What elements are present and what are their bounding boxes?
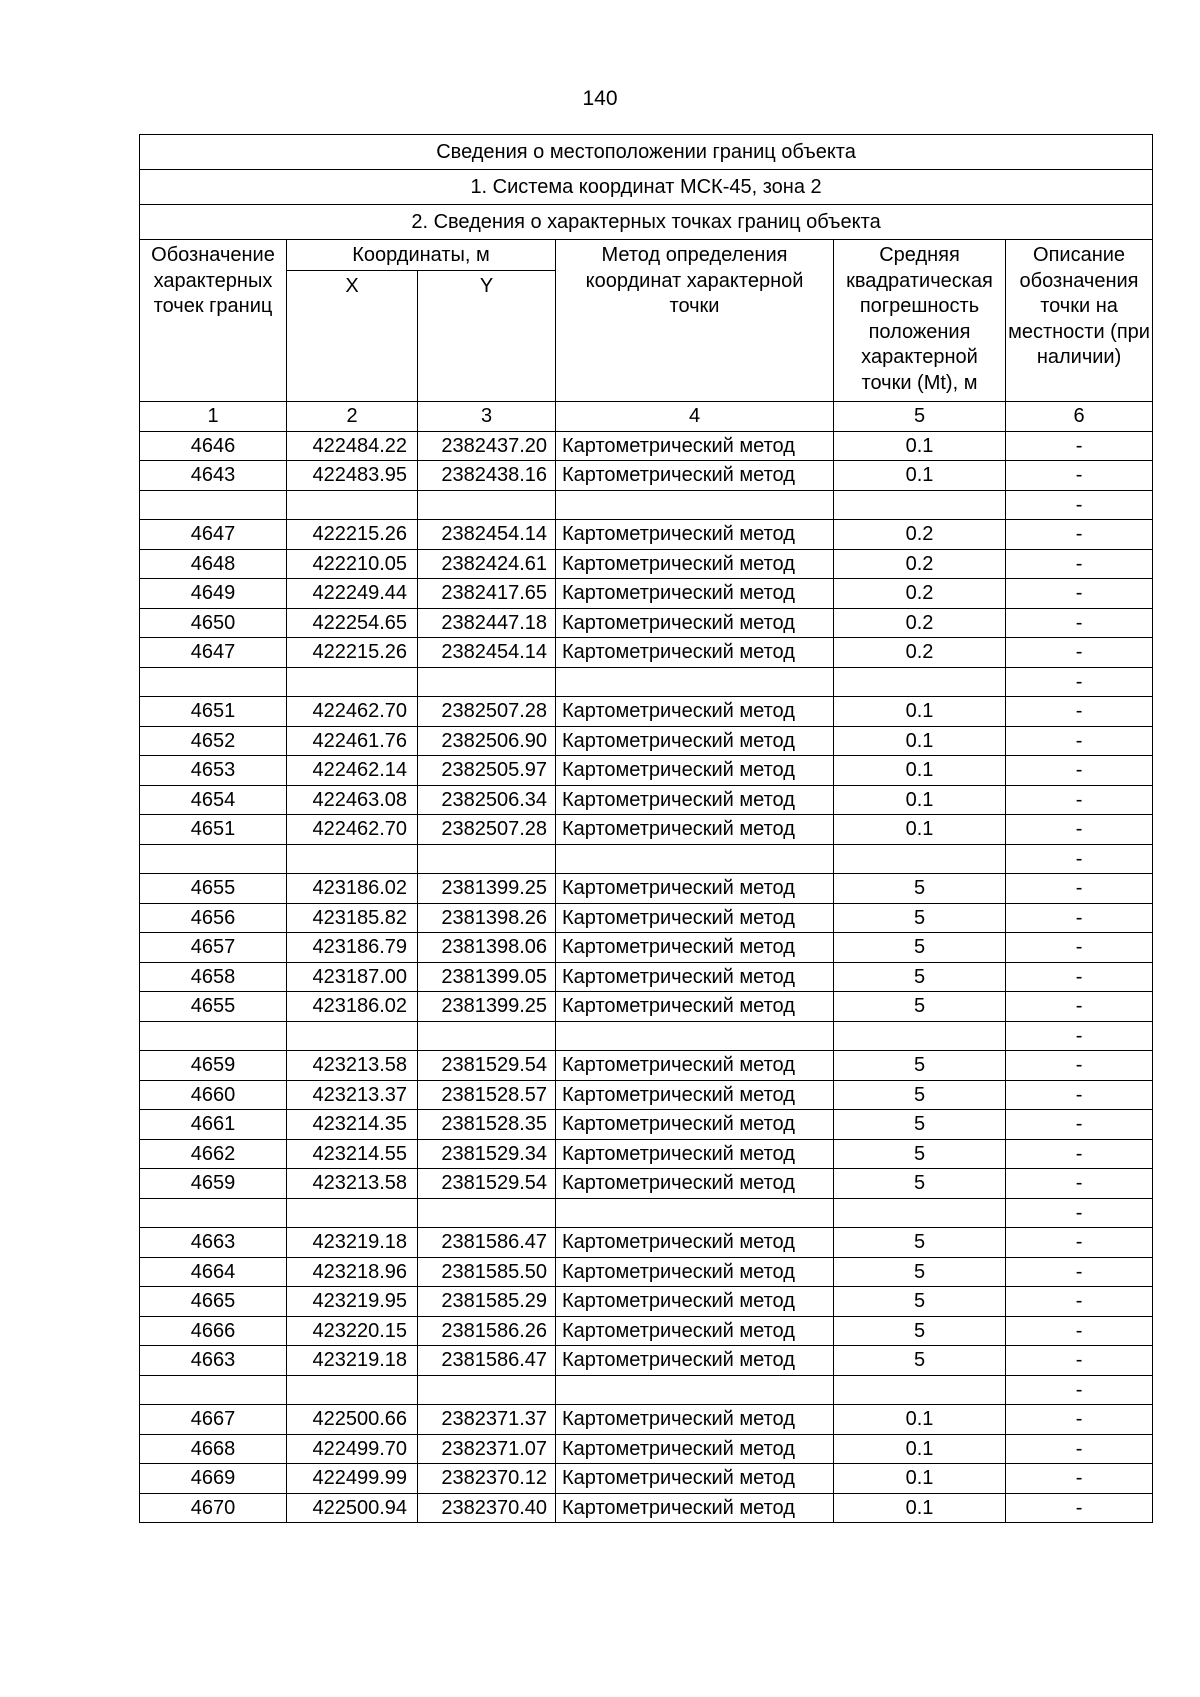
- table-row: [140, 1316, 1153, 1346]
- y-coordinate-cell: 2382370.40: [418, 1493, 556, 1523]
- error-cell: 0.1: [834, 726, 1006, 756]
- y-coordinate-cell: 2382447.18: [418, 608, 556, 638]
- x-coordinate-cell: 423213.58: [287, 1169, 418, 1199]
- point-id-cell: [140, 1198, 287, 1228]
- description-cell: -: [1006, 638, 1153, 668]
- description-cell: -: [1006, 1169, 1153, 1199]
- y-coordinate-cell: 2381528.57: [418, 1080, 556, 1110]
- description-cell: -: [1006, 1228, 1153, 1258]
- point-id-cell: 4647: [140, 520, 287, 550]
- x-coordinate-cell: [287, 1198, 418, 1228]
- point-id-cell: 4659: [140, 1051, 287, 1081]
- description-cell: -: [1006, 490, 1153, 520]
- description-cell: -: [1006, 1021, 1153, 1051]
- method-cell: [556, 1021, 834, 1051]
- x-coordinate-cell: 423186.02: [287, 992, 418, 1022]
- error-cell: 5: [834, 903, 1006, 933]
- point-id-cell: 4664: [140, 1257, 287, 1287]
- column-number: 3: [418, 402, 556, 432]
- table-row: [140, 1139, 1153, 1169]
- table-row: [140, 1287, 1153, 1317]
- point-id-cell: 4667: [140, 1405, 287, 1435]
- error-cell: [834, 844, 1006, 874]
- method-cell: Картометрический метод: [556, 1316, 834, 1346]
- point-id-cell: [140, 844, 287, 874]
- method-cell: Картометрический метод: [556, 549, 834, 579]
- error-cell: 0.2: [834, 549, 1006, 579]
- description-cell: -: [1006, 1080, 1153, 1110]
- y-coordinate-cell: 2381529.34: [418, 1139, 556, 1169]
- error-cell: 0.1: [834, 1434, 1006, 1464]
- table-row: [140, 520, 1153, 550]
- table-row: [140, 1080, 1153, 1110]
- point-id-cell: 4657: [140, 933, 287, 963]
- point-id-cell: 4655: [140, 874, 287, 904]
- description-cell: -: [1006, 1257, 1153, 1287]
- error-cell: [834, 1375, 1006, 1405]
- description-cell: -: [1006, 1405, 1153, 1435]
- table-row: [140, 549, 1153, 579]
- method-cell: Картометрический метод: [556, 1080, 834, 1110]
- description-cell: -: [1006, 992, 1153, 1022]
- method-cell: Картометрический метод: [556, 1346, 834, 1376]
- error-cell: 5: [834, 933, 1006, 963]
- x-coordinate-cell: 423220.15: [287, 1316, 418, 1346]
- method-cell: Картометрический метод: [556, 992, 834, 1022]
- error-cell: 0.2: [834, 520, 1006, 550]
- description-cell: -: [1006, 520, 1153, 550]
- method-cell: Картометрический метод: [556, 785, 834, 815]
- y-coordinate-cell: [418, 667, 556, 697]
- x-coordinate-cell: 422484.22: [287, 431, 418, 461]
- table-row: [140, 903, 1153, 933]
- point-id-cell: 4643: [140, 461, 287, 491]
- method-cell: Картометрический метод: [556, 1051, 834, 1081]
- method-cell: Картометрический метод: [556, 874, 834, 904]
- table-row: [140, 490, 1153, 520]
- method-cell: Картометрический метод: [556, 697, 834, 727]
- table-row: [140, 1405, 1153, 1435]
- description-cell: -: [1006, 1346, 1153, 1376]
- point-id-cell: 4653: [140, 756, 287, 786]
- error-cell: [834, 490, 1006, 520]
- x-coordinate-cell: [287, 667, 418, 697]
- y-coordinate-cell: 2382505.97: [418, 756, 556, 786]
- error-cell: 5: [834, 1139, 1006, 1169]
- y-coordinate-cell: 2382417.65: [418, 579, 556, 609]
- table-row: [140, 756, 1153, 786]
- table-row: [140, 844, 1153, 874]
- method-cell: [556, 844, 834, 874]
- description-cell: -: [1006, 1139, 1153, 1169]
- y-coordinate-cell: 2382437.20: [418, 431, 556, 461]
- table-row: [140, 962, 1153, 992]
- error-cell: 5: [834, 1316, 1006, 1346]
- method-cell: Картометрический метод: [556, 1228, 834, 1258]
- description-cell: -: [1006, 933, 1153, 963]
- description-cell: -: [1006, 1434, 1153, 1464]
- table-row: [140, 815, 1153, 845]
- error-cell: 0.2: [834, 638, 1006, 668]
- y-coordinate-cell: [418, 1021, 556, 1051]
- table-row: [140, 1346, 1153, 1376]
- y-coordinate-cell: 2381586.47: [418, 1228, 556, 1258]
- x-coordinate-cell: 423218.96: [287, 1257, 418, 1287]
- x-coordinate-cell: 422483.95: [287, 461, 418, 491]
- header-error: Средняя квадратическая погрешность положения характерной точки (Mt), м: [834, 240, 1006, 402]
- description-cell: -: [1006, 844, 1153, 874]
- table-row: [140, 1434, 1153, 1464]
- x-coordinate-cell: 422249.44: [287, 579, 418, 609]
- header-description: Описание обозначения точки на местности (при наличии): [1006, 240, 1153, 402]
- x-coordinate-cell: 422461.76: [287, 726, 418, 756]
- header-x: X: [287, 271, 418, 402]
- x-coordinate-cell: [287, 1021, 418, 1051]
- method-cell: Картометрический метод: [556, 579, 834, 609]
- error-cell: 0.1: [834, 785, 1006, 815]
- point-id-cell: [140, 667, 287, 697]
- y-coordinate-cell: 2382454.14: [418, 520, 556, 550]
- x-coordinate-cell: 423219.95: [287, 1287, 418, 1317]
- x-coordinate-cell: 423219.18: [287, 1228, 418, 1258]
- description-cell: -: [1006, 579, 1153, 609]
- description-cell: -: [1006, 903, 1153, 933]
- point-id-cell: 4661: [140, 1110, 287, 1140]
- y-coordinate-cell: 2382438.16: [418, 461, 556, 491]
- x-coordinate-cell: 422499.99: [287, 1464, 418, 1494]
- y-coordinate-cell: 2382507.28: [418, 697, 556, 727]
- boundary-points-table: [139, 134, 1153, 1523]
- y-coordinate-cell: 2382371.37: [418, 1405, 556, 1435]
- method-cell: Картометрический метод: [556, 431, 834, 461]
- y-coordinate-cell: [418, 490, 556, 520]
- x-coordinate-cell: 423185.82: [287, 903, 418, 933]
- method-cell: [556, 1198, 834, 1228]
- table-title: Сведения о местоположении границ объекта: [140, 135, 1153, 170]
- point-id-cell: 4658: [140, 962, 287, 992]
- error-cell: 0.1: [834, 431, 1006, 461]
- x-coordinate-cell: 422500.66: [287, 1405, 418, 1435]
- method-cell: Картометрический метод: [556, 638, 834, 668]
- y-coordinate-cell: 2382506.90: [418, 726, 556, 756]
- column-number: 6: [1006, 402, 1153, 432]
- description-cell: -: [1006, 1051, 1153, 1081]
- point-id-cell: 4650: [140, 608, 287, 638]
- x-coordinate-cell: 423186.79: [287, 933, 418, 963]
- x-coordinate-cell: 423187.00: [287, 962, 418, 992]
- table-row: [140, 461, 1153, 491]
- description-cell: -: [1006, 1316, 1153, 1346]
- error-cell: 0.1: [834, 815, 1006, 845]
- description-cell: -: [1006, 1493, 1153, 1523]
- error-cell: 5: [834, 1287, 1006, 1317]
- error-cell: 5: [834, 1110, 1006, 1140]
- header-method: Метод определения координат характерной точки: [556, 240, 834, 402]
- table-row: [140, 1375, 1153, 1405]
- method-cell: Картометрический метод: [556, 933, 834, 963]
- point-id-cell: 4663: [140, 1346, 287, 1376]
- table-row: [140, 1169, 1153, 1199]
- y-coordinate-cell: 2381399.05: [418, 962, 556, 992]
- description-cell: -: [1006, 1464, 1153, 1494]
- description-cell: -: [1006, 1198, 1153, 1228]
- y-coordinate-cell: 2382507.28: [418, 815, 556, 845]
- point-id-cell: 4670: [140, 1493, 287, 1523]
- error-cell: 5: [834, 962, 1006, 992]
- y-coordinate-cell: 2381586.26: [418, 1316, 556, 1346]
- method-cell: Картометрический метод: [556, 1434, 834, 1464]
- x-coordinate-cell: 422462.70: [287, 815, 418, 845]
- description-cell: -: [1006, 756, 1153, 786]
- column-header-row: [140, 240, 1153, 271]
- table-row: [140, 1228, 1153, 1258]
- table-title-row: [140, 135, 1153, 170]
- method-cell: Картометрический метод: [556, 1464, 834, 1494]
- error-cell: [834, 667, 1006, 697]
- x-coordinate-cell: 423214.35: [287, 1110, 418, 1140]
- header-designation: Обозначение характерных точек границ: [140, 240, 287, 402]
- method-cell: Картометрический метод: [556, 520, 834, 550]
- x-coordinate-cell: 423213.58: [287, 1051, 418, 1081]
- method-cell: Картометрический метод: [556, 756, 834, 786]
- error-cell: 0.1: [834, 461, 1006, 491]
- y-coordinate-cell: 2382370.12: [418, 1464, 556, 1494]
- description-cell: -: [1006, 461, 1153, 491]
- method-cell: Картометрический метод: [556, 815, 834, 845]
- method-cell: [556, 667, 834, 697]
- x-coordinate-cell: 422500.94: [287, 1493, 418, 1523]
- method-cell: Картометрический метод: [556, 962, 834, 992]
- x-coordinate-cell: 422215.26: [287, 520, 418, 550]
- y-coordinate-cell: 2382506.34: [418, 785, 556, 815]
- points-section-heading: 2. Сведения о характерных точках границ объекта: [140, 205, 1153, 240]
- x-coordinate-cell: 422215.26: [287, 638, 418, 668]
- y-coordinate-cell: [418, 1375, 556, 1405]
- point-id-cell: 4668: [140, 1434, 287, 1464]
- point-id-cell: 4651: [140, 697, 287, 727]
- error-cell: 0.1: [834, 697, 1006, 727]
- description-cell: -: [1006, 431, 1153, 461]
- description-cell: -: [1006, 874, 1153, 904]
- method-cell: Картометрический метод: [556, 903, 834, 933]
- description-cell: -: [1006, 549, 1153, 579]
- table-row: [140, 1257, 1153, 1287]
- point-id-cell: 4648: [140, 549, 287, 579]
- method-cell: Картометрический метод: [556, 1405, 834, 1435]
- table-row: [140, 667, 1153, 697]
- table-row: [140, 1198, 1153, 1228]
- error-cell: 5: [834, 1051, 1006, 1081]
- method-cell: [556, 1375, 834, 1405]
- description-cell: -: [1006, 785, 1153, 815]
- method-cell: Картометрический метод: [556, 1169, 834, 1199]
- point-id-cell: [140, 1021, 287, 1051]
- column-number: 2: [287, 402, 418, 432]
- point-id-cell: 4669: [140, 1464, 287, 1494]
- description-cell: -: [1006, 1375, 1153, 1405]
- description-cell: -: [1006, 608, 1153, 638]
- y-coordinate-cell: 2382371.07: [418, 1434, 556, 1464]
- column-number: 1: [140, 402, 287, 432]
- x-coordinate-cell: 422462.70: [287, 697, 418, 727]
- y-coordinate-cell: 2381585.50: [418, 1257, 556, 1287]
- method-cell: Картометрический метод: [556, 1257, 834, 1287]
- y-coordinate-cell: 2381585.29: [418, 1287, 556, 1317]
- method-cell: Картометрический метод: [556, 1287, 834, 1317]
- section-row: [140, 170, 1153, 205]
- error-cell: 0.2: [834, 579, 1006, 609]
- table-row: [140, 933, 1153, 963]
- x-coordinate-cell: 423186.02: [287, 874, 418, 904]
- method-cell: Картометрический метод: [556, 726, 834, 756]
- x-coordinate-cell: 423219.18: [287, 1346, 418, 1376]
- y-coordinate-cell: 2381398.26: [418, 903, 556, 933]
- header-y: Y: [418, 271, 556, 402]
- column-number-row: [140, 402, 1153, 432]
- x-coordinate-cell: 422499.70: [287, 1434, 418, 1464]
- table-row: [140, 697, 1153, 727]
- table-row: [140, 1493, 1153, 1523]
- error-cell: 5: [834, 1228, 1006, 1258]
- y-coordinate-cell: 2382454.14: [418, 638, 556, 668]
- point-id-cell: 4654: [140, 785, 287, 815]
- point-id-cell: 4651: [140, 815, 287, 845]
- description-cell: -: [1006, 667, 1153, 697]
- method-cell: Картометрический метод: [556, 1110, 834, 1140]
- point-id-cell: 4666: [140, 1316, 287, 1346]
- table-row: [140, 874, 1153, 904]
- description-cell: -: [1006, 697, 1153, 727]
- x-coordinate-cell: 423214.55: [287, 1139, 418, 1169]
- y-coordinate-cell: 2381399.25: [418, 992, 556, 1022]
- table-row: [140, 608, 1153, 638]
- y-coordinate-cell: 2381586.47: [418, 1346, 556, 1376]
- point-id-cell: 4649: [140, 579, 287, 609]
- y-coordinate-cell: [418, 844, 556, 874]
- page-number: 140: [582, 87, 618, 110]
- error-cell: 5: [834, 1346, 1006, 1376]
- x-coordinate-cell: 422254.65: [287, 608, 418, 638]
- table-row: [140, 1051, 1153, 1081]
- header-coordinates: Координаты, м: [287, 240, 556, 271]
- description-cell: -: [1006, 1110, 1153, 1140]
- section-row: [140, 205, 1153, 240]
- table-row: [140, 638, 1153, 668]
- table-row: [140, 1464, 1153, 1494]
- error-cell: 0.1: [834, 1405, 1006, 1435]
- y-coordinate-cell: 2381529.54: [418, 1169, 556, 1199]
- table-row: [140, 726, 1153, 756]
- point-id-cell: 4655: [140, 992, 287, 1022]
- point-id-cell: 4659: [140, 1169, 287, 1199]
- column-number: 5: [834, 402, 1006, 432]
- error-cell: 0.1: [834, 1493, 1006, 1523]
- error-cell: 5: [834, 992, 1006, 1022]
- error-cell: 0.2: [834, 608, 1006, 638]
- error-cell: 5: [834, 1169, 1006, 1199]
- method-cell: [556, 490, 834, 520]
- x-coordinate-cell: 423213.37: [287, 1080, 418, 1110]
- y-coordinate-cell: 2381399.25: [418, 874, 556, 904]
- error-cell: 5: [834, 1257, 1006, 1287]
- column-number: 4: [556, 402, 834, 432]
- method-cell: Картометрический метод: [556, 608, 834, 638]
- x-coordinate-cell: 422462.14: [287, 756, 418, 786]
- method-cell: Картометрический метод: [556, 1139, 834, 1169]
- point-id-cell: 4647: [140, 638, 287, 668]
- table-row: [140, 579, 1153, 609]
- description-cell: -: [1006, 726, 1153, 756]
- point-id-cell: 4663: [140, 1228, 287, 1258]
- x-coordinate-cell: 422210.05: [287, 549, 418, 579]
- method-cell: Картометрический метод: [556, 461, 834, 491]
- x-coordinate-cell: 422463.08: [287, 785, 418, 815]
- x-coordinate-cell: [287, 490, 418, 520]
- description-cell: -: [1006, 815, 1153, 845]
- table-row: [140, 785, 1153, 815]
- error-cell: 0.1: [834, 1464, 1006, 1494]
- y-coordinate-cell: [418, 1198, 556, 1228]
- point-id-cell: 4652: [140, 726, 287, 756]
- y-coordinate-cell: 2381528.35: [418, 1110, 556, 1140]
- coordinate-system-heading: 1. Система координат МСК-45, зона 2: [140, 170, 1153, 205]
- y-coordinate-cell: 2381398.06: [418, 933, 556, 963]
- table-row: [140, 1110, 1153, 1140]
- description-cell: -: [1006, 962, 1153, 992]
- error-cell: [834, 1021, 1006, 1051]
- error-cell: [834, 1198, 1006, 1228]
- table-row: [140, 992, 1153, 1022]
- point-id-cell: 4646: [140, 431, 287, 461]
- point-id-cell: 4656: [140, 903, 287, 933]
- point-id-cell: [140, 1375, 287, 1405]
- description-cell: -: [1006, 1287, 1153, 1317]
- x-coordinate-cell: [287, 844, 418, 874]
- point-id-cell: 4662: [140, 1139, 287, 1169]
- point-id-cell: 4665: [140, 1287, 287, 1317]
- method-cell: Картометрический метод: [556, 1493, 834, 1523]
- table-row: [140, 1021, 1153, 1051]
- error-cell: 0.1: [834, 756, 1006, 786]
- error-cell: 5: [834, 1080, 1006, 1110]
- table-row: [140, 431, 1153, 461]
- point-id-cell: [140, 490, 287, 520]
- y-coordinate-cell: 2382424.61: [418, 549, 556, 579]
- y-coordinate-cell: 2381529.54: [418, 1051, 556, 1081]
- point-id-cell: 4660: [140, 1080, 287, 1110]
- x-coordinate-cell: [287, 1375, 418, 1405]
- error-cell: 5: [834, 874, 1006, 904]
